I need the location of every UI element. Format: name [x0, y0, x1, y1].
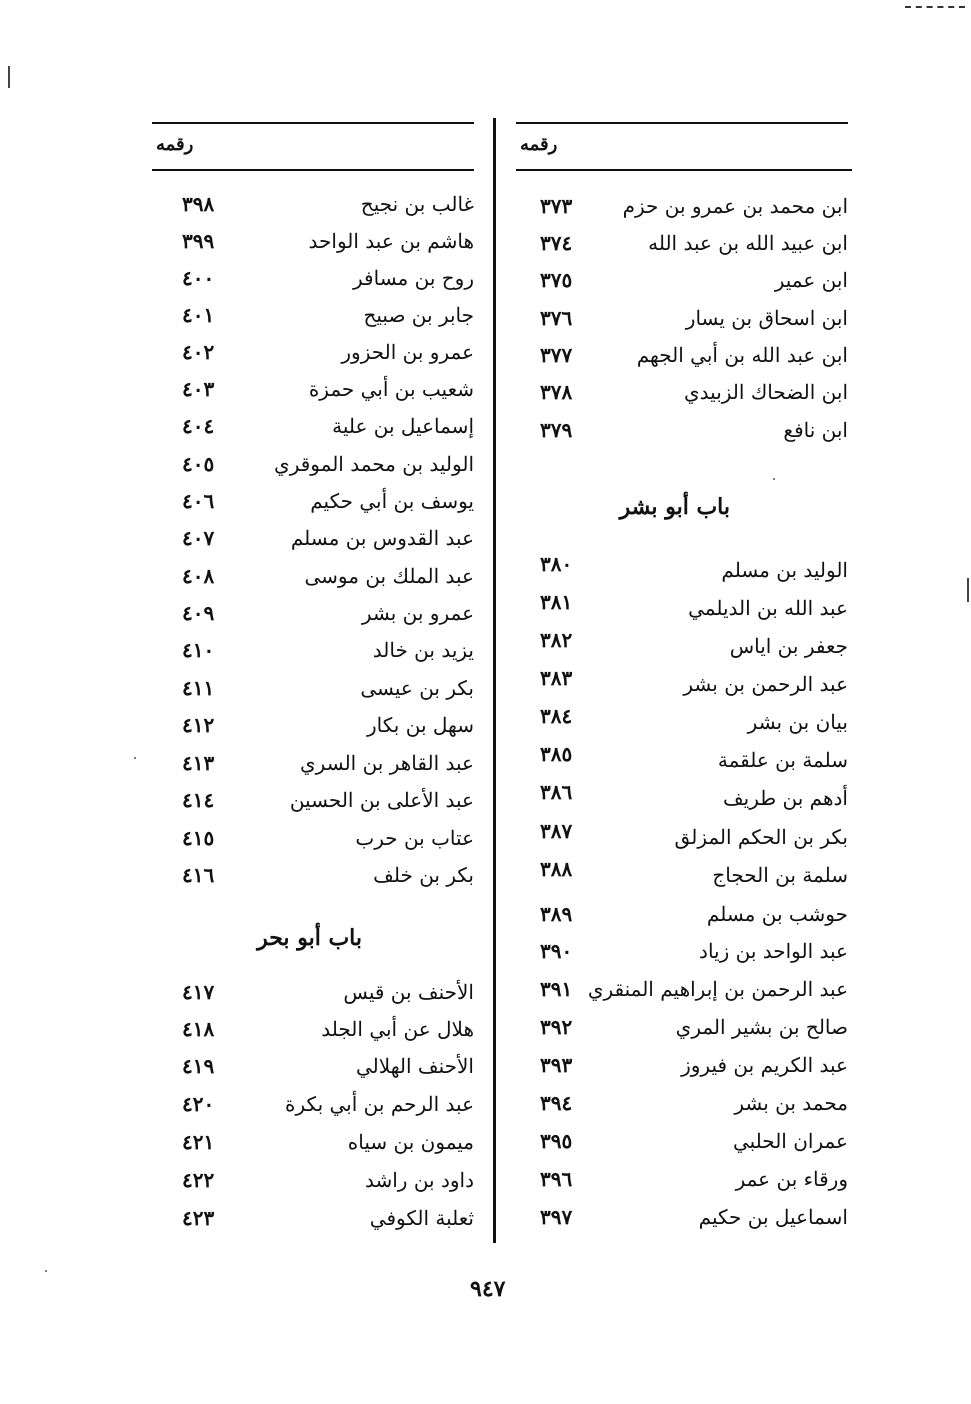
list-item	[152, 526, 474, 562]
entry-number: ٣٩٩	[182, 229, 215, 253]
list-item	[516, 857, 848, 899]
entry-name: بكر بن خلف	[373, 863, 474, 887]
list-item	[152, 638, 474, 674]
list-item	[152, 564, 474, 600]
list-item	[152, 303, 474, 339]
entry-name: الأحنف الهلالي	[356, 1054, 474, 1078]
entry-name: عبد الكريم بن فيروز	[681, 1053, 848, 1077]
entry-number: ٤١٧	[182, 980, 215, 1004]
entry-name: ورقاء بن عمر	[735, 1167, 848, 1191]
entry-number: ٤١٣	[182, 751, 215, 775]
entry-number: ٣٩٦	[540, 1167, 573, 1191]
entry-name: هلال عن أبي الجلد	[321, 1017, 474, 1041]
list-item	[516, 939, 848, 975]
entry-number: ٤٢٣	[182, 1206, 215, 1230]
entry-number: ٣٩١	[540, 977, 573, 1001]
entry-name: عبد الرحمن بن إبراهيم المنقري	[587, 977, 848, 1001]
top-dash-mark	[905, 6, 965, 8]
list-item	[516, 306, 848, 342]
entry-number: ٣٩٠	[540, 939, 573, 963]
entry-name: حوشب بن مسلم	[706, 902, 848, 926]
entry-number: ٤١١	[182, 676, 215, 700]
list-item	[152, 229, 474, 265]
right-edge-mark	[967, 578, 969, 602]
entry-number: ٣٨٣	[540, 666, 573, 690]
list-item	[516, 780, 848, 822]
entry-name: سهل بن بكار	[367, 713, 474, 737]
list-item	[152, 1092, 474, 1128]
list-item	[152, 826, 474, 862]
entry-name: أدهم بن طريف	[722, 786, 848, 810]
list-item	[152, 601, 474, 637]
list-item	[516, 194, 848, 230]
entry-number: ٣٧٤	[540, 231, 573, 255]
entry-name: عبد الله بن الديلمي	[688, 596, 848, 620]
entry-name: بكر بن عيسى	[360, 676, 474, 700]
list-item	[516, 819, 848, 861]
entry-number: ٣٨٨	[540, 857, 573, 881]
entry-number: ٤٠٧	[182, 526, 215, 550]
list-item	[516, 418, 848, 454]
entry-name: يوسف بن أبي حكيم	[310, 489, 474, 513]
entry-number: ٣٨٠	[540, 552, 573, 576]
entry-number: ٤٢١	[182, 1130, 215, 1154]
entry-name: داود بن راشد	[364, 1168, 474, 1192]
left-column-header-label: رقمه	[156, 134, 194, 155]
list-item	[516, 231, 848, 267]
entry-number: ٤٠٦	[182, 489, 215, 513]
list-item	[516, 1129, 848, 1165]
section-title: باب أبو بشر	[619, 494, 730, 520]
stray-dot	[134, 757, 136, 759]
entry-number: ٣٧٧	[540, 343, 573, 367]
entry-name: إسماعيل بن علية	[332, 414, 474, 438]
list-item	[152, 863, 474, 899]
entry-name: غالب بن نجيح	[360, 192, 474, 216]
right-column	[516, 122, 848, 1232]
right-column-header-rule	[516, 169, 852, 171]
entry-name: شعيب بن أبي حمزة	[308, 377, 474, 401]
list-item	[152, 1206, 474, 1242]
list-item	[516, 1015, 848, 1051]
stray-dot	[45, 1270, 47, 1272]
left-edge-mark	[8, 66, 10, 88]
entry-number: ٣٧٩	[540, 418, 573, 442]
list-item	[152, 377, 474, 413]
list-item	[516, 902, 848, 938]
right-column-header-label: رقمه	[520, 134, 558, 155]
entry-number: ٣٨١	[540, 590, 573, 614]
list-item	[516, 742, 848, 784]
list-item	[516, 977, 848, 1013]
entry-name: بيان بن بشر	[747, 710, 848, 734]
entry-number: ٣٧٣	[540, 194, 573, 218]
entry-number: ٣٧٨	[540, 380, 573, 404]
entry-number: ٣٨٥	[540, 742, 573, 766]
entry-number: ٣٨٧	[540, 819, 573, 843]
list-item	[152, 1054, 474, 1090]
entry-number: ٤٠٨	[182, 564, 215, 588]
entry-number: ٤١٨	[182, 1017, 215, 1041]
entry-name: اسماعيل بن حكيم	[698, 1205, 848, 1229]
list-item	[152, 980, 474, 1016]
list-item	[152, 1130, 474, 1166]
entry-number: ٣٧٥	[540, 268, 573, 292]
entry-number: ٣٧٦	[540, 306, 573, 330]
list-item	[152, 489, 474, 525]
page-number: ٩٤٧	[470, 1276, 506, 1302]
entry-name: عتاب بن حرب	[355, 826, 474, 850]
entry-name: ابن عبد الله بن أبي الجهم	[636, 343, 848, 367]
list-item	[516, 1053, 848, 1089]
list-item	[516, 1091, 848, 1127]
list-item	[516, 268, 848, 304]
list-item	[152, 452, 474, 488]
list-item	[152, 340, 474, 376]
entry-name: عمرو بن الحزور	[341, 340, 474, 364]
left-column-header-rule	[152, 169, 474, 171]
entry-name: جابر بن صبيح	[363, 303, 474, 327]
entry-number: ٤٠٩	[182, 601, 215, 625]
entry-name: سلمة بن الحجاج	[712, 863, 848, 887]
entry-name: عبد الرحم بن أبي بكرة	[285, 1092, 474, 1116]
entry-number: ٤١٥	[182, 826, 215, 850]
list-item	[152, 788, 474, 824]
entry-number: ٤٠١	[182, 303, 215, 327]
list-item	[516, 704, 848, 746]
entry-number: ٣٩٤	[540, 1091, 573, 1115]
entry-number: ٣٨٦	[540, 780, 573, 804]
entry-number: ٤١٩	[182, 1054, 215, 1078]
list-item	[516, 1167, 848, 1203]
left-column	[152, 122, 474, 1232]
entry-number: ٤٢٠	[182, 1092, 215, 1116]
list-item	[152, 266, 474, 302]
entry-name: عمران الحلبي	[732, 1129, 848, 1153]
entry-number: ٣٩٧	[540, 1205, 573, 1229]
list-item	[516, 666, 848, 708]
entry-name: جعفر بن اياس	[729, 634, 848, 658]
entry-number: ٤٠٠	[182, 266, 215, 290]
list-item	[152, 414, 474, 450]
entry-name: عبد القاهر بن السري	[300, 751, 474, 775]
entry-name: عبد القدوس بن مسلم	[290, 526, 474, 550]
entry-number: ٤٠٤	[182, 414, 215, 438]
entry-number: ٤١٢	[182, 713, 215, 737]
entry-number: ٤٠٢	[182, 340, 215, 364]
entry-name: ميمون بن سياه	[347, 1130, 474, 1154]
entry-name: يزيد بن خالد	[372, 638, 474, 662]
entry-name: ابن اسحاق بن يسار	[685, 306, 848, 330]
entry-number: ٤٠٣	[182, 377, 215, 401]
list-item	[516, 343, 848, 379]
entry-name: ابن محمد بن عمرو بن حزم	[622, 194, 848, 218]
left-column-top-rule	[152, 122, 474, 124]
list-item	[516, 590, 848, 632]
entry-name: عبد الملك بن موسى	[304, 564, 474, 588]
entry-name: صالح بن بشير المري	[675, 1015, 848, 1039]
entry-name: عمرو بن بشر	[361, 601, 474, 625]
entry-name: محمد بن بشر	[734, 1091, 848, 1115]
entry-name: سلمة بن علقمة	[717, 748, 848, 772]
entry-name: الوليد بن مسلم	[721, 558, 848, 582]
section-title: باب أبو بحر	[257, 925, 362, 951]
list-item	[516, 1205, 848, 1241]
entry-number: ٣٩٢	[540, 1015, 573, 1039]
entry-number: ٤١٦	[182, 863, 215, 887]
column-divider	[493, 118, 496, 1243]
list-item	[152, 676, 474, 712]
entry-name: عبد الرحمن بن بشر	[683, 672, 848, 696]
entry-name: روح بن مسافر	[353, 266, 474, 290]
entry-name: عبد الواحد بن زياد	[699, 939, 848, 963]
entry-name: الوليد بن محمد الموقري	[274, 452, 474, 476]
list-item	[152, 192, 474, 228]
entry-number: ٤٠٥	[182, 452, 215, 476]
entry-number: ٣٨٢	[540, 628, 573, 652]
entry-name: ابن نافع	[783, 418, 848, 442]
list-item	[152, 751, 474, 787]
list-item	[516, 380, 848, 416]
list-item	[152, 1017, 474, 1053]
entry-name: ابن عمير	[774, 268, 848, 292]
entry-name: الأحنف بن قيس	[343, 980, 474, 1004]
list-item	[152, 713, 474, 749]
entry-number: ٣٩٨	[182, 192, 215, 216]
entry-number: ٣٨٤	[540, 704, 573, 728]
entry-name: ابن عبيد الله بن عبد الله	[648, 231, 848, 255]
entry-number: ٣٩٣	[540, 1053, 573, 1077]
entry-number: ٤١٠	[182, 638, 215, 662]
list-item	[152, 1168, 474, 1204]
list-item	[516, 552, 848, 594]
entry-name: عبد الأعلى بن الحسين	[289, 788, 474, 812]
list-item	[516, 628, 848, 670]
entry-number: ٤١٤	[182, 788, 215, 812]
entry-name: بكر بن الحكم المزلق	[674, 825, 848, 849]
right-column-top-rule	[516, 122, 848, 124]
entry-number: ٣٩٥	[540, 1129, 573, 1153]
entry-name: ابن الضحاك الزبيدي	[684, 380, 848, 404]
entry-name: هاشم بن عبد الواحد	[308, 229, 474, 253]
entry-number: ٤٢٢	[182, 1168, 215, 1192]
entry-name: ثعلبة الكوفي	[369, 1206, 474, 1230]
entry-number: ٣٨٩	[540, 902, 573, 926]
